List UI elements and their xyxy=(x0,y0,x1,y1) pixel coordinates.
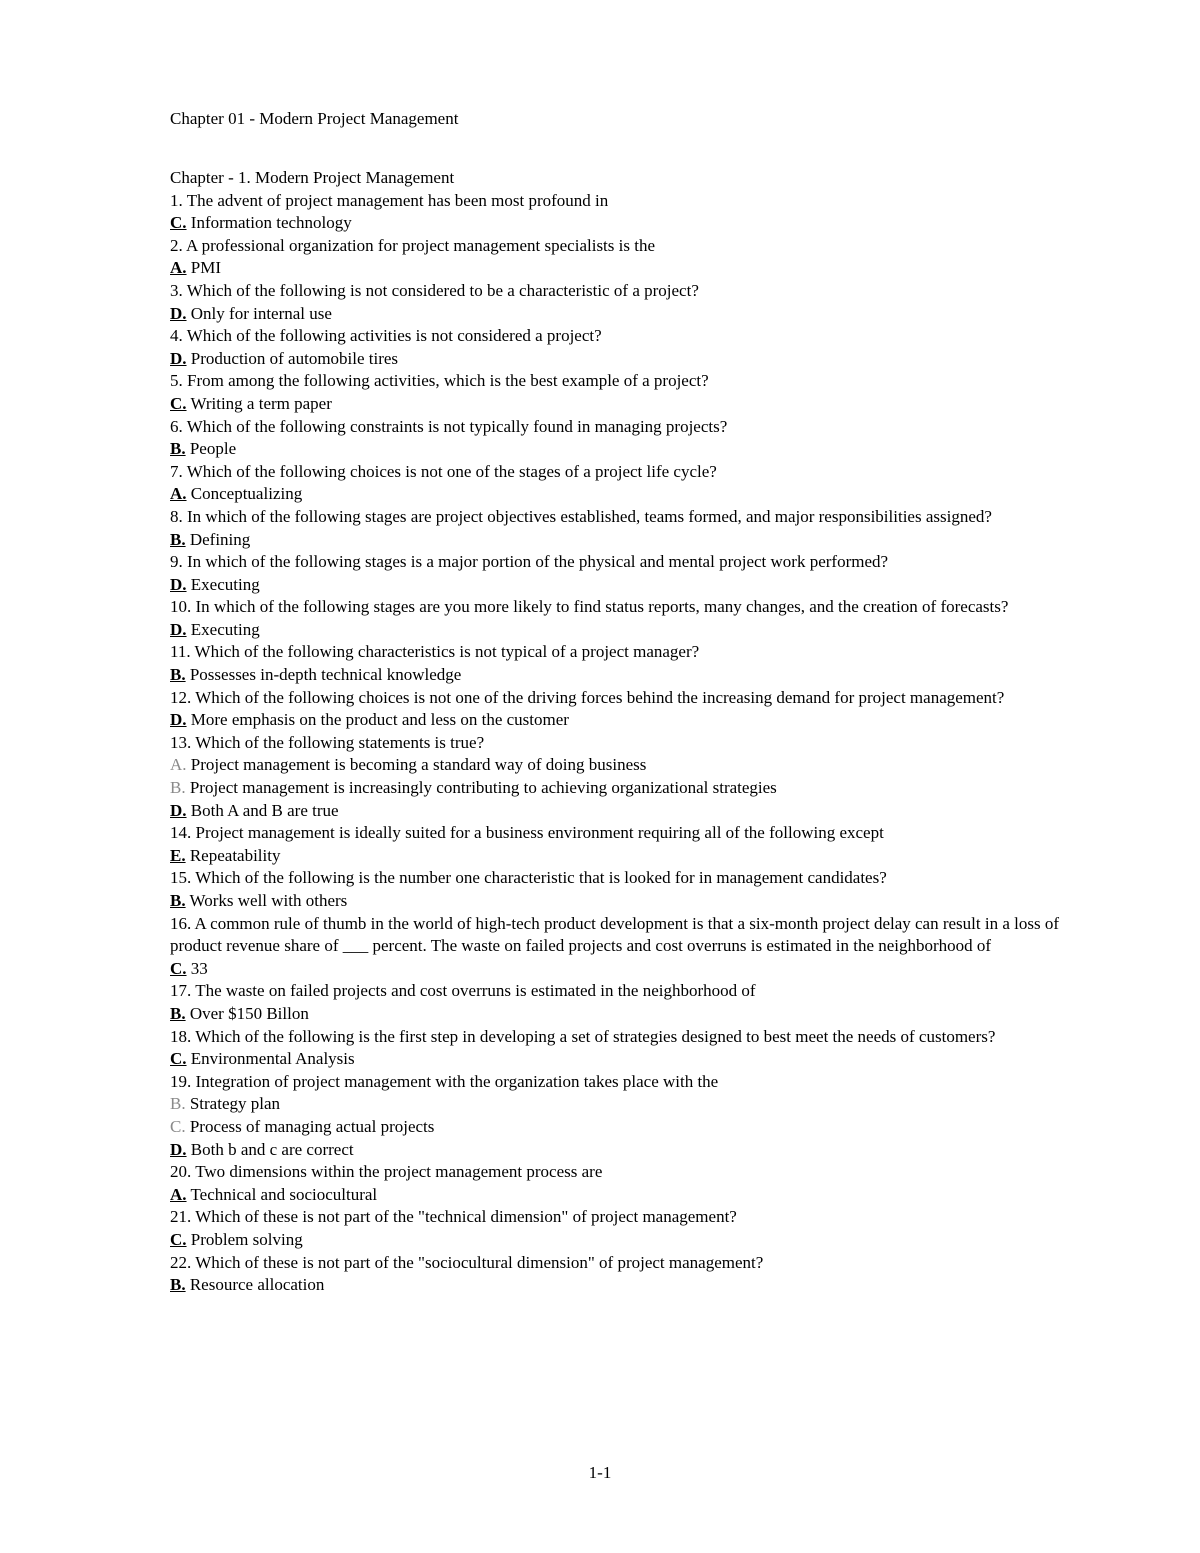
answer-letter: B. xyxy=(170,529,186,549)
answer-text: Problem solving xyxy=(186,1229,303,1249)
answer-text: Repeatability xyxy=(185,845,281,865)
question-item xyxy=(170,235,1070,280)
correct-answer xyxy=(170,529,1070,552)
question-text: 12. Which of the following choices is not one of the driving forces behind the increasing demand for project management? xyxy=(170,687,1005,707)
answer-text: Resource allocation xyxy=(185,1275,325,1295)
correct-answer xyxy=(170,845,1070,868)
question-text: 10. In which of the following stages are you more likely to find status reports, many changes, and the creation of forecasts? xyxy=(170,597,1009,617)
answer-text: Production of automobile tires xyxy=(186,348,399,368)
correct-answer xyxy=(170,664,1070,687)
answer-text: 33 xyxy=(186,958,208,978)
answer-text: Both A and B are true xyxy=(186,800,339,820)
answer-letter: B. xyxy=(170,891,186,910)
question-item xyxy=(170,822,1070,867)
answer-letter: A. xyxy=(170,258,187,278)
option-letter: B. xyxy=(170,1094,186,1114)
correct-answer xyxy=(170,1274,1070,1297)
question-text: 5. From among the following activities, which is the best example of a project? xyxy=(170,371,709,391)
answer-letter: D. xyxy=(170,574,187,594)
page-number: 1-1 xyxy=(588,1463,612,1482)
answer-text: Environmental Analysis xyxy=(186,1049,355,1069)
answer-letter: B. xyxy=(170,439,186,459)
question-text: 18. Which of the following is the first step in developing a set of strategies designed to best meet the needs of customers? xyxy=(170,1026,996,1046)
answer-text: Works well with others xyxy=(185,891,348,910)
question-text: 1. The advent of project management has been most profound in xyxy=(170,190,609,210)
correct-answer xyxy=(170,800,1070,823)
option-letter: B. xyxy=(170,778,186,798)
question-item xyxy=(170,867,1070,912)
answer-option xyxy=(170,777,1070,800)
correct-answer xyxy=(170,483,1070,506)
answer-text: Information technology xyxy=(186,213,352,233)
question-item xyxy=(170,1252,1070,1297)
question-item xyxy=(170,506,1070,551)
answer-letter: C. xyxy=(170,1049,187,1069)
question-item xyxy=(170,596,1070,641)
question-text: 20. Two dimensions within the project management process are xyxy=(170,1162,603,1182)
correct-answer xyxy=(170,1184,1070,1207)
question-item xyxy=(170,461,1070,506)
answer-text: Executing xyxy=(186,619,260,639)
question-text: 4. Which of the following activities is not considered a project? xyxy=(170,326,602,346)
correct-answer xyxy=(170,1003,1070,1026)
option-text: Project management is becoming a standard way of doing business xyxy=(186,755,647,775)
question-list xyxy=(170,167,1070,1297)
answer-option xyxy=(170,1116,1070,1139)
correct-answer xyxy=(170,1048,1070,1071)
question-item xyxy=(170,370,1070,415)
answer-letter: D. xyxy=(170,619,187,639)
answer-letter: D. xyxy=(170,1139,187,1159)
question-item xyxy=(170,325,1070,370)
question-text: 21. Which of these is not part of the "technical dimension" of project management? xyxy=(170,1207,737,1227)
option-text: Project management is increasingly contributing to achieving organizational strategies xyxy=(185,778,777,798)
answer-letter: A. xyxy=(170,484,187,504)
question-item xyxy=(170,416,1070,461)
correct-answer xyxy=(170,709,1070,732)
question-item xyxy=(170,913,1070,981)
question-item xyxy=(170,732,1070,822)
answer-option xyxy=(170,754,1070,777)
correct-answer xyxy=(170,574,1070,597)
question-text: 13. Which of the following statements is true? xyxy=(170,732,485,752)
question-text: 14. Project management is ideally suited for a business environment requiring all of the following except xyxy=(170,823,884,843)
question-item xyxy=(170,1206,1070,1251)
question-item xyxy=(170,280,1070,325)
correct-answer xyxy=(170,1229,1070,1252)
question-item xyxy=(170,1026,1070,1071)
question-text: 17. The waste on failed projects and cost overruns is estimated in the neighborhood of xyxy=(170,981,756,1001)
answer-letter: A. xyxy=(170,1184,187,1204)
question-text: 11. Which of the following characteristics is not typical of a project manager? xyxy=(170,642,700,662)
question-text: 7. Which of the following choices is not one of the stages of a project life cycle? xyxy=(170,461,717,481)
answer-letter: D. xyxy=(170,800,187,820)
correct-answer xyxy=(170,303,1070,326)
question-text: 16. A common rule of thumb in the world of high-tech product development is that a six-month project delay can result in a loss of product revenue share of ___ percent. The waste on failed projects and cost overruns is estimated in the neighborhood of xyxy=(170,913,1060,956)
option-letter: C. xyxy=(170,1116,186,1136)
answer-text: Technical and sociocultural xyxy=(186,1184,378,1204)
option-text: Process of managing actual projects xyxy=(185,1116,435,1136)
answer-text: Only for internal use xyxy=(186,303,332,323)
correct-answer xyxy=(170,348,1070,371)
answer-text: Possesses in-depth technical knowledge xyxy=(185,665,462,685)
question-text: 22. Which of these is not part of the "sociocultural dimension" of project management? xyxy=(170,1252,764,1272)
answer-text: People xyxy=(185,439,237,459)
page-header: Chapter 01 - Modern Project Management xyxy=(170,109,459,128)
question-item xyxy=(170,687,1070,732)
answer-letter: D. xyxy=(170,710,187,730)
question-text: 3. Which of the following is not considered to be a characteristic of a project? xyxy=(170,280,699,300)
answer-letter: C. xyxy=(170,393,187,413)
question-text: 8. In which of the following stages are project objectives established, teams formed, and major responsibilities assigned? xyxy=(170,506,992,526)
question-item xyxy=(170,551,1070,596)
question-text: 19. Integration of project management with the organization takes place with the xyxy=(170,1071,719,1091)
section-title: Chapter - 1. Modern Project Management xyxy=(170,168,455,187)
question-text: 9. In which of the following stages is a major portion of the physical and mental project work performed? xyxy=(170,552,889,572)
answer-text: Defining xyxy=(185,529,251,549)
answer-letter: D. xyxy=(170,303,187,323)
answer-text: More emphasis on the product and less on the customer xyxy=(186,710,569,730)
answer-option xyxy=(170,1093,1070,1116)
correct-answer xyxy=(170,438,1070,461)
answer-text: Over $150 Billon xyxy=(185,1003,309,1023)
correct-answer xyxy=(170,393,1070,416)
question-item xyxy=(170,190,1070,235)
question-text: 15. Which of the following is the number one characteristic that is looked for in management candidates? xyxy=(170,868,887,888)
answer-letter: B. xyxy=(170,1275,186,1295)
correct-answer xyxy=(170,890,1070,913)
question-item xyxy=(170,641,1070,686)
correct-answer xyxy=(170,1139,1070,1162)
answer-letter: B. xyxy=(170,665,186,685)
answer-text: Both b and c are correct xyxy=(186,1139,354,1159)
answer-text: PMI xyxy=(186,258,222,278)
question-text: 2. A professional organization for project management specialists is the xyxy=(170,235,656,255)
answer-letter: D. xyxy=(170,348,187,368)
question-item xyxy=(170,1161,1070,1206)
answer-letter: C. xyxy=(170,958,187,978)
correct-answer xyxy=(170,958,1070,981)
answer-text: Executing xyxy=(186,574,260,594)
answer-text: Conceptualizing xyxy=(186,484,303,504)
answer-letter: E. xyxy=(170,845,186,865)
option-text: Strategy plan xyxy=(185,1094,281,1114)
correct-answer xyxy=(170,212,1070,235)
question-text: 6. Which of the following constraints is not typically found in managing projects? xyxy=(170,416,728,436)
question-item xyxy=(170,980,1070,1025)
answer-text: Writing a term paper xyxy=(186,393,332,413)
answer-letter: C. xyxy=(170,1229,187,1249)
correct-answer xyxy=(170,257,1070,280)
answer-letter: B. xyxy=(170,1003,186,1023)
correct-answer xyxy=(170,619,1070,642)
question-item xyxy=(170,1071,1070,1161)
answer-letter: C. xyxy=(170,213,187,233)
option-letter: A. xyxy=(170,755,187,775)
